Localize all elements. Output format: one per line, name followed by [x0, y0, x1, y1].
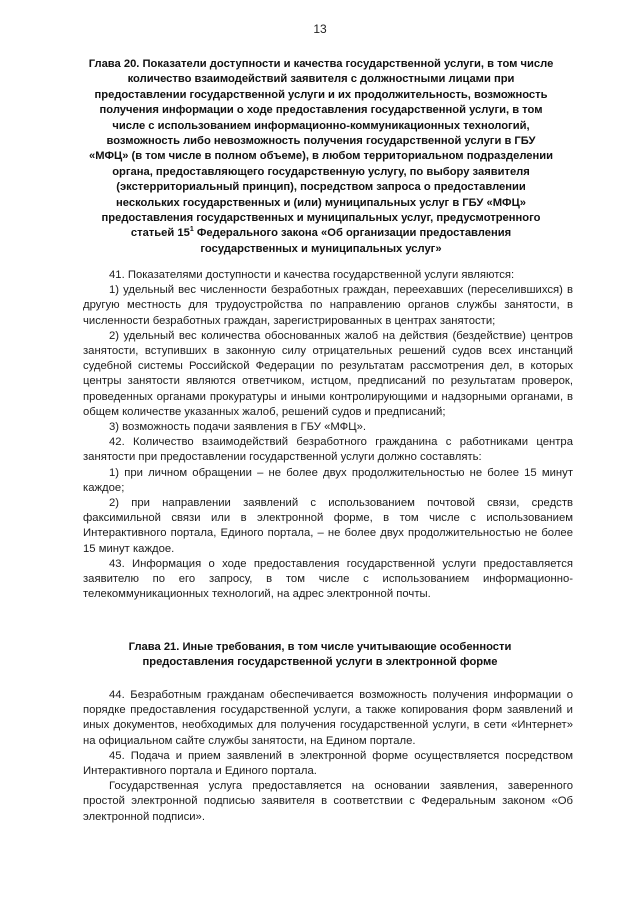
- paragraph-41-item-2: 2) удельный вес количества обоснованных жалоб на действия (бездействие) центров занятости, вступивших в законную силу отрицательных решений судов всех инстанций судебной системы Российской Федерации по результатам рассмотрения дел, в которых центры занятости являются ответчиком, истцом, предписаний по результатам проверок, проведенных органами прокуратуры и иными контролирующими и надзорными органами, в общем количестве указанных жалоб, решений судов и предписаний;: [83, 329, 573, 418]
- paragraph-42-item-2: 2) при направлении заявлений с использованием почтовой связи, средств факсимильной связи или в электронной форме, в том числе с использованием Интерактивного портала, Единого портала, – не более двух продолжительностью не более 15 минут каждое.: [83, 497, 573, 555]
- chapter-20-body: [83, 268, 573, 602]
- chapter-21-body: [83, 688, 573, 825]
- chapter-21-heading: [100, 640, 540, 671]
- paragraph-41-item-3: 3) возможность подачи заявления в ГБУ «МФЦ».: [109, 421, 367, 434]
- paragraph-43: 43. Информация о ходе предоставления государственной услуги предоставляется заявителю по его запросу, в том числе с использованием информационно-телекоммуникационных технологий, на адрес электронной почты.: [83, 557, 573, 601]
- page-number: 13: [313, 22, 327, 36]
- paragraph-45-continued: Государственная услуга предоставляется на основании заявления, заверенного простой электронной подписью заявителя в соответствии с Федеральным законом «Об электронной подписи».: [83, 780, 573, 823]
- chapter-21-heading-line-1: Глава 21. Иные требования, в том числе учитывающие особенности: [128, 641, 512, 653]
- article-superscript: 1: [189, 226, 194, 234]
- paragraph-45: 45. Подача и прием заявлений в электронной форме осуществляется посредством Интерактивного портала и Единого портала.: [83, 749, 573, 778]
- chapter-20-heading-tail: Федерального закона «Об организации предоставления государственных и муниципальных услуг»: [193, 227, 512, 255]
- paragraph-42-item-1: 1) при личном обращении – не более двух продолжительностью не более 15 минут каждое;: [83, 466, 573, 494]
- chapter-21-heading-line-2: предоставления государственной услуги в электронной форме: [142, 656, 498, 669]
- paragraph-42: 42. Количество взаимодействий безработного гражданина с работниками центра занятости при предоставлении государственной услуги должно составлять:: [83, 436, 573, 464]
- paragraph-44: 44. Безработным гражданам обеспечивается возможность получения информации о порядке предоставления государственной услуги, а также копирования форм заявлений и иных документов, необходимых для получения государственной услуги, в сети «Интернет» на официальном сайте службы занятости, на Едином портале.: [83, 689, 573, 747]
- paragraph-41: 41. Показателями доступности и качества государственной услуги являются:: [109, 269, 515, 281]
- chapter-20-heading: [86, 57, 556, 257]
- chapter-20-heading-text: Глава 20. Показатели доступности и качества государственной услуги, в том числе количество взаимодействий заявителя с должностными лицами при предоставлении государственной услуги и их продолжительность, возможность получения информации о ходе предоставления государственной услуги, в том числе с использованием информационно-коммуникационных технологий, возможность либо невозможность получения государственной услуги в ГБУ «МФЦ» (в том числе в полном объеме), в любом территориальном подразделении органа, предоставляющего государственную услугу, по выбору заявителя (экстерриториальный принцип), посредством запроса о предоставлении нескольких государственных и (или) муниципальных услуг в ГБУ «МФЦ» предоставления государственных и муниципальных услуг, предусмотренного статьей 15: [88, 58, 554, 240]
- paragraph-41-item-1: 1) удельный вес численности безработных граждан, переехавших (переселившихся) в другую местность для трудоустройства по направлению органов службы занятости, в численности безработных граждан, зарегистрированных в центрах занятости;: [83, 284, 573, 327]
